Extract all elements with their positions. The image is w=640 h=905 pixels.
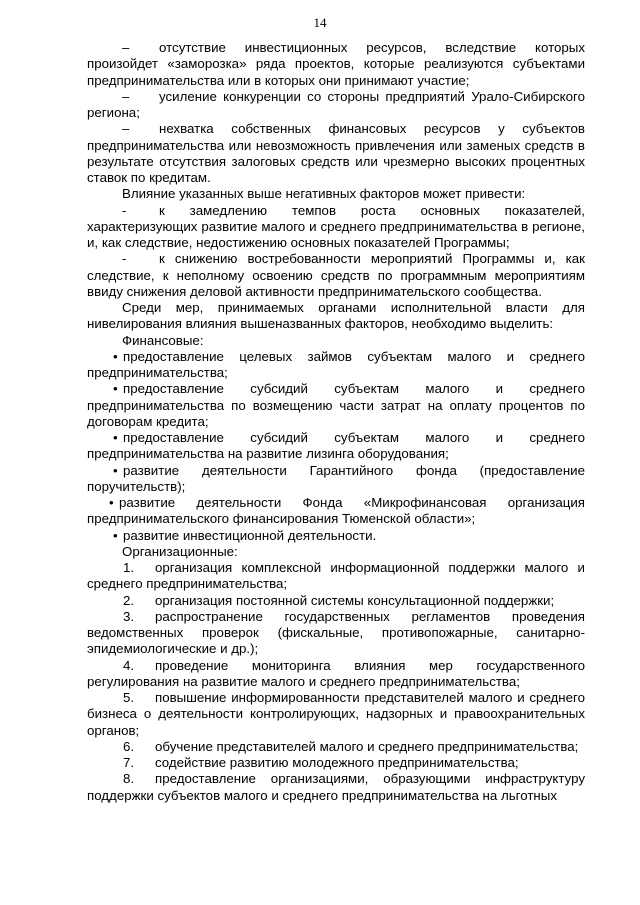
- item-number: 4.: [123, 657, 135, 673]
- bullet-item-text: развитие деятельности Гарантийного фонда (предоставление поручительств);: [87, 462, 585, 494]
- bullet-marker: •: [113, 348, 118, 364]
- item-number: 5.: [123, 690, 135, 705]
- dash-marker: -: [122, 202, 127, 218]
- numbered-item: [87, 739, 585, 755]
- dash-item: [87, 40, 585, 89]
- bullet-item-text: развитие деятельности Фонда «Микрофинансовая организация предпринимательского финансирования Тюменской области»;: [87, 495, 585, 527]
- numbered-item: [87, 690, 585, 739]
- numbered-item: [87, 658, 585, 691]
- bullet-item: [87, 528, 585, 544]
- bullet-marker: •: [113, 381, 118, 397]
- item-number: 8.: [123, 771, 135, 787]
- numbered-item: [87, 560, 585, 593]
- numbered-item-text: проведение мониторинга влияния мер государственного регулирования на развитие малого и среднего предпринимательства;: [87, 657, 585, 689]
- bullet-item: [87, 381, 585, 430]
- dash-marker: –: [122, 40, 130, 55]
- numbered-item: [87, 593, 585, 609]
- dash-item-text: нехватка собственных финансовых ресурсов у субъектов предпринимательства или невозможность привлечения или заменых средств в результате отсутствия залоговых средств или чрезмерно высоких процентных ставок по кредитам.: [87, 121, 585, 185]
- numbered-item-text: содействие развитию молодежного предпринимательства;: [155, 755, 519, 770]
- item-number: 6.: [123, 738, 135, 754]
- bullet-marker: •: [113, 430, 118, 445]
- bullet-item-text: предоставление целевых займов субъектам малого и среднего предпринимательства;: [87, 348, 585, 380]
- item-number: 2.: [123, 592, 135, 608]
- dash-item: [87, 203, 585, 252]
- bullet-item-text: предоставление субсидий субъектам малого и среднего предпринимательства по возмещению части затрат на оплату процентов по договорам кредита;: [87, 381, 585, 429]
- bullet-item-text: развитие инвестиционной деятельности.: [123, 527, 377, 543]
- page-number: 14: [313, 15, 327, 30]
- dash-marker: –: [122, 121, 130, 137]
- paragraph: Среди мер, принимаемых органами исполнительной власти для нивелирования влияния вышеназванных факторов, необходимо выделить:: [87, 300, 585, 332]
- dash-marker: –: [122, 88, 130, 104]
- numbered-item-text: организация постоянной системы консультационной поддержки;: [155, 592, 555, 608]
- numbered-item-text: обучение представителей малого и среднего предпринимательства;: [155, 738, 579, 754]
- item-number: 3.: [123, 608, 135, 624]
- bullet-marker: •: [113, 527, 118, 543]
- dash-item: [87, 89, 585, 122]
- bullet-item: [87, 463, 585, 496]
- paragraph: Влияние указанных выше негативных факторов может привести:: [122, 186, 526, 202]
- dash-item: [87, 121, 585, 186]
- bullet-item: [87, 349, 585, 382]
- numbered-item-text: организация комплексной информационной поддержки малого и среднего предпринимательства;: [87, 560, 585, 592]
- section-heading-organizational: Организационные:: [122, 543, 238, 559]
- bullet-marker: •: [109, 495, 114, 510]
- numbered-item: [87, 755, 585, 771]
- dash-item: [87, 251, 585, 300]
- item-number: 7.: [123, 755, 135, 770]
- numbered-item: [87, 609, 585, 658]
- bullet-item: [87, 495, 585, 528]
- dash-marker: -: [122, 251, 127, 267]
- bullet-item: [87, 430, 585, 463]
- numbered-item-text: предоставление организациями, образующими инфраструктуру поддержки субъектов малого и среднего предпринимательства на льготных: [87, 771, 585, 803]
- document-body: [87, 40, 585, 804]
- dash-item-text: к снижению востребованности мероприятий Программы и, как следствие, к неполному освоению средств по программным мероприятиям ввиду снижения деловой активности предпринимательского сообщества.: [87, 251, 585, 299]
- numbered-item-text: повышение информированности представителей малого и среднего бизнеса о деятельности контролирующих, надзорных и правоохранительных органов;: [87, 690, 585, 738]
- item-number: 1.: [123, 560, 135, 575]
- bullet-marker: •: [113, 462, 118, 478]
- numbered-item: [87, 771, 585, 804]
- section-heading-financial: Финансовые:: [122, 332, 204, 348]
- dash-item-text: к замедлению темпов роста основных показателей, характеризующих развитие малого и среднего предпринимательства в регионе, и, как следствие, недостижению основных показателей Программы;: [87, 202, 585, 250]
- numbered-item-text: распространение государственных регламентов проведения ведомственных проверок (фискальные, противопожарные, санитарно-эпидемиологические и др.);: [87, 608, 585, 657]
- bullet-item-text: предоставление субсидий субъектам малого и среднего предпринимательства на развитие лизинга оборудования;: [87, 430, 585, 462]
- dash-item-text: усиление конкуренции со стороны предприятий Урало-Сибирского региона;: [87, 88, 585, 120]
- dash-item-text: отсутствие инвестиционных ресурсов, вследствие которых произойдет «заморозка» ряда проектов, которые реализуются субъектами предпринимательства или в которых они принимают участие;: [87, 40, 585, 88]
